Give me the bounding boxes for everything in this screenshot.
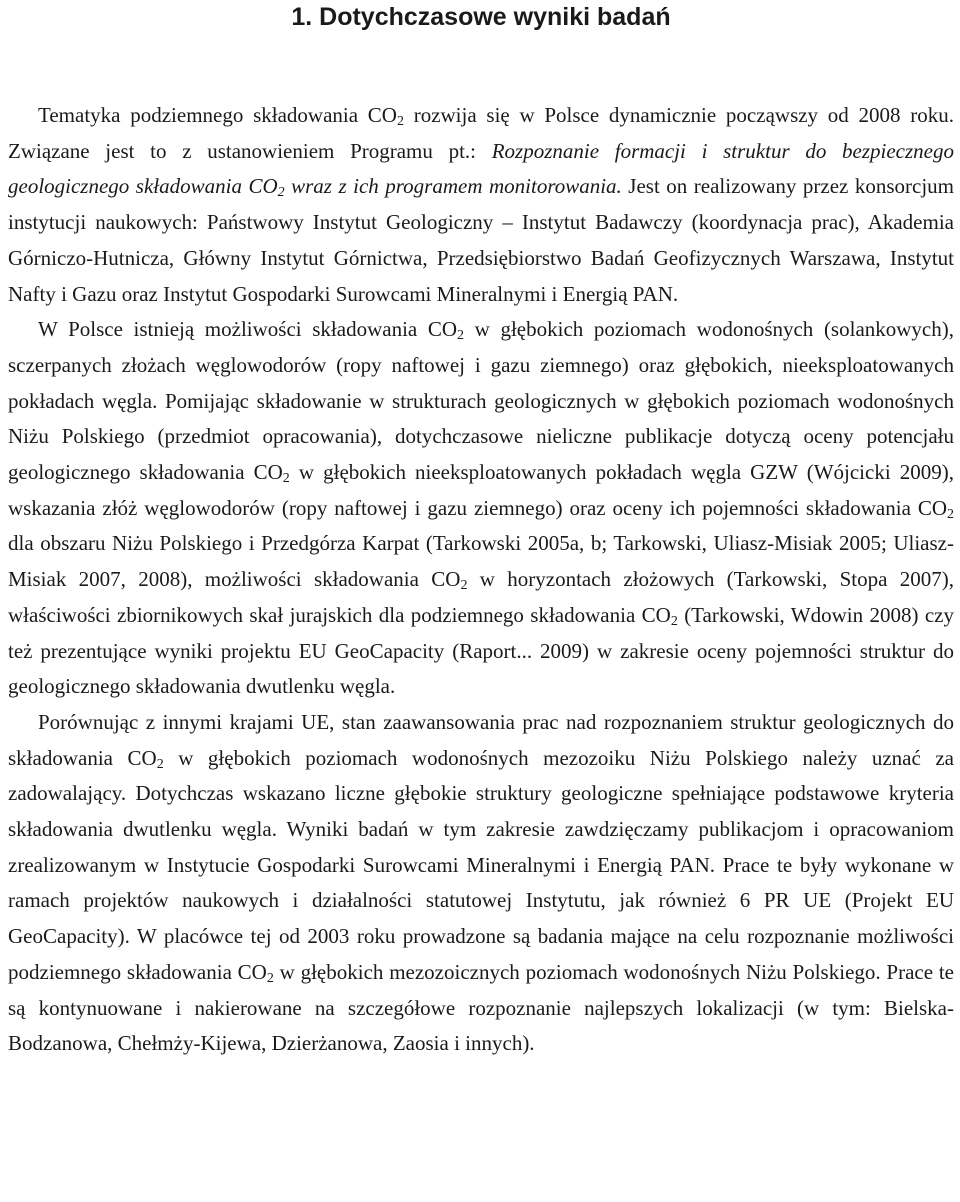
italic-run: Rozpoznanie formacji i struktur do bezpiecznego geologicznego składowania CO — [8, 138, 954, 199]
italic-run: wraz z ich programem monitorowania. — [284, 174, 622, 199]
subscript: 2 — [396, 114, 404, 129]
text-run: w głębokich poziomach wodonośnych (solankowych), sczerpanych złożach węglowodorów (ropy naftowej i gazu ziemnego) oraz głębokich, nieeksploatowanych pokładach węgla. Pomijając składowanie w strukturach geologicznych w głębokich poziomach wodonośnych Niżu Polskiego (przedmiot opracowania), dotychczasowe nieliczne publikacje dotyczą oceny potencjału geologicznego składowania CO — [8, 317, 954, 485]
paragraph-3 — [8, 705, 954, 1062]
text-run: dla obszaru Niżu Polskiego i Przedgórza Karpat (Tarkowski 2005a, b; Tarkowski, Uliasz-Misiak 2005; Uliasz-Misiak 2007, 2008), możliwości składowania CO — [8, 531, 954, 592]
text-run: w głębokich poziomach wodonośnych mezozoiku Niżu Polskiego należy uznać za zadowalający. Dotychczas wskazano liczne głębokie struktury geologiczne spełniające podstawowe kryteria składowania dwutlenku węgla. Wyniki badań w tym zakresie zawdzięczamy publikacjom i opracowaniom zrealizowanym w Instytucie Gospodarki Surowcami Mineralnymi i Energią PAN. Prace te były wykonane w ramach projektów naukowych i działalności statutowej Instytutu, jak również 6 PR UE (Projekt EU GeoCapacity). W placówce tej od 2003 roku prowadzone są badania mające na celu rozpoznanie możliwości podziemnego składowania CO — [8, 745, 954, 984]
text-run: W Polsce istnieją możliwości składowania CO — [38, 317, 458, 342]
subscript: 2 — [156, 756, 164, 772]
body-text — [8, 98, 954, 1062]
subscript: 2 — [277, 185, 285, 201]
paragraph-2 — [8, 312, 954, 705]
subscript: 2 — [457, 328, 465, 344]
subscript: 2 — [670, 613, 678, 629]
text-run: w głębokich nieeksploatowanych pokładach węgla GZW (Wójcicki 2009), wskazania złóż węglowodorów (ropy naftowej i gazu ziemnego) oraz oceny ich pojemności składowania CO — [8, 460, 955, 520]
text-run: rozwija się w Polsce dynamicznie począwszy od 2008 roku. Związane jest to z ustanowieniem Programu pt.: — [8, 103, 954, 163]
text-run: w głębokich mezozoicznych poziomach wodonośnych Niżu Polskiego. Prace te są kontynuowane i nakierowane na szczegółowe rozpoznanie najlepszych lokalizacji (w tym: Bielska-Bodzanowa, Chełmży-Kijewa, Dzierżanowa, Zaosia i innych). — [8, 959, 955, 1056]
text-run: Tematyka podziemnego składowania CO — [38, 103, 397, 127]
text-run: w horyzontach złożowych (Tarkowski, Stopa 2007), właściwości zbiornikowych skał jurajskich dla podziemnego składowania CO — [8, 567, 954, 627]
text-run: (Tarkowski, Wdowin 2008) czy też prezentujące wyniki projektu EU GeoCapacity (Raport... 2009) w zakresie oceny pojemności struktur do geologicznego składowania dwutlenku węgla. — [8, 602, 954, 699]
subscript: 2 — [282, 471, 290, 487]
text-run: Jest on realizowany przez konsorcjum instytucji naukowych: Państwowy Instytut Geologiczny – Instytut Badawczy (koordynacja prac), Akademia Górniczo-Hutnicza, Główny Instytut Górnictwa, Przedsiębiorstwo Badań Geofizycznych Warszawa, Instytut Nafty i Gazu oraz Instytut Gospodarki Surowcami Mineralnymi i Energią PAN. — [8, 174, 954, 306]
subscript: 2 — [947, 506, 954, 522]
subscript: 2 — [266, 970, 274, 986]
paragraph-1 — [8, 98, 954, 312]
section-heading: 1. Dotychczasowe wyniki badań — [291, 3, 671, 31]
subscript: 2 — [460, 578, 468, 594]
text-run: Porównując z innymi krajami UE, stan zaawansowania prac nad rozpoznaniem struktur geologicznych do składowania CO — [8, 709, 954, 770]
